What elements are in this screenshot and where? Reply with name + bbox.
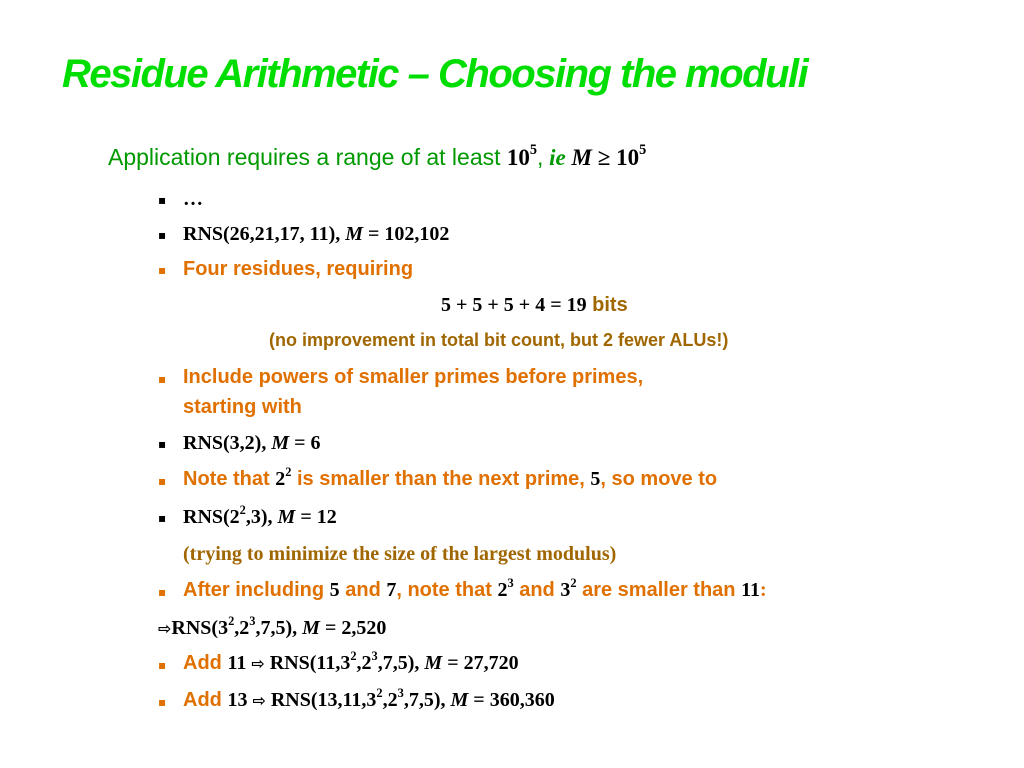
rns-line-4-a: RNS(3 xyxy=(171,617,229,639)
after-c: are smaller than xyxy=(576,579,742,601)
intro-exp1: 5 xyxy=(529,142,538,158)
add-13-e2: 3 xyxy=(397,686,404,700)
rns-line-4-b: ,2 xyxy=(234,617,250,639)
rns-line-2-text: RNS(3,2), xyxy=(183,432,267,454)
rns-line-3-a: RNS(2 xyxy=(183,506,240,528)
bullet-marker: ▪ xyxy=(158,658,167,672)
after-and1: and xyxy=(339,579,387,601)
trying-note: (trying to minimize the size of the largest modulus) xyxy=(183,543,617,565)
add-13-b: ,2 xyxy=(382,689,398,711)
intro-base1: 10 xyxy=(506,145,530,170)
slide-title: Residue Arithmetic – Choosing the moduli xyxy=(62,52,808,96)
rns-line-4-eq: = 2,520 xyxy=(319,617,387,639)
bullet-marker: ▪ xyxy=(158,263,167,277)
intro-base2: 10 xyxy=(616,145,640,170)
bullet-marker: ▪ xyxy=(158,372,167,386)
add-13-num: 13 xyxy=(227,689,248,711)
add-11-b: ,2 xyxy=(356,652,372,674)
bullet-marker: ▪ xyxy=(158,228,167,242)
note-exp: 2 xyxy=(285,465,292,479)
rns-line-4-m: M xyxy=(302,617,320,639)
intro-ie: ie xyxy=(549,145,566,170)
bullet-marker: ▪ xyxy=(158,511,167,525)
add-11-line xyxy=(183,649,519,674)
after-a: After including xyxy=(183,579,330,601)
rns-line-1-text: RNS(26,21,17, 11), xyxy=(183,223,341,245)
after-seven: 7 xyxy=(386,579,397,601)
rns-line-4-e2: 3 xyxy=(249,614,256,628)
add-13-c: ,7,5), xyxy=(403,689,446,711)
intro-line xyxy=(108,142,647,170)
add-11-e1: 2 xyxy=(350,649,357,663)
bullet-marker: ▪ xyxy=(158,695,167,709)
intro-m: M xyxy=(571,145,592,170)
note-a: Note that xyxy=(183,468,276,490)
add-11-m: M xyxy=(424,652,443,674)
add-11-label: Add xyxy=(183,652,228,674)
add-13-line xyxy=(183,686,555,711)
rns-line-2 xyxy=(183,433,321,453)
bits-expr: 5 + 5 + 5 + 4 = 19 xyxy=(441,294,587,316)
arrow-icon: ⇨ xyxy=(251,654,265,673)
bits-unit: bits xyxy=(586,294,628,316)
after-five: 5 xyxy=(329,579,340,601)
bits-line xyxy=(441,295,628,315)
four-residues-line: Four residues, requiring xyxy=(183,258,414,280)
rns-line-2-eq: = 6 xyxy=(289,432,321,454)
rns-line-3-eq: = 12 xyxy=(295,506,337,528)
rns-line-3-b: ,3), xyxy=(245,506,273,528)
rns-line-3 xyxy=(183,503,337,528)
after-exp2: 2 xyxy=(570,576,577,590)
no-improvement-note: (no improvement in total bit count, but 2 fewer ALUs!) xyxy=(269,330,729,350)
rns-line-1-eq: = 102,102 xyxy=(363,223,450,245)
intro-text: Application requires a range of at least xyxy=(108,144,507,170)
intro-geq: ≥ xyxy=(591,145,617,170)
add-13-a: RNS(13,11,3 xyxy=(270,689,377,711)
bullet-marker: ▪ xyxy=(158,437,167,451)
add-13-e1: 2 xyxy=(376,686,383,700)
intro-exp2: 5 xyxy=(639,142,647,158)
after-colon: : xyxy=(759,579,767,601)
rns-line-4-e1: 2 xyxy=(228,614,235,628)
after-two: 2 xyxy=(497,579,508,601)
add-13-m: M xyxy=(450,689,469,711)
add-11-eq: = 27,720 xyxy=(442,652,519,674)
add-13-eq: = 360,360 xyxy=(468,689,555,711)
include-line-1: Include powers of smaller primes before primes, xyxy=(183,366,644,388)
after-exp3: 3 xyxy=(507,576,514,590)
rns-line-2-m: M xyxy=(271,432,290,454)
after-three: 3 xyxy=(560,579,571,601)
ellipsis-line: … xyxy=(183,188,203,210)
note-c: , so move to xyxy=(600,468,718,490)
after-line xyxy=(183,576,767,601)
note-b: is smaller than the next prime, xyxy=(291,468,591,490)
add-11-a: RNS(11,3 xyxy=(269,652,351,674)
note-base: 2 xyxy=(275,468,286,490)
rns-line-3-m: M xyxy=(277,506,296,528)
rns-line-1-m: M xyxy=(345,223,364,245)
after-and2: and xyxy=(513,579,561,601)
rns-line-1 xyxy=(183,224,449,244)
add-11-num: 11 xyxy=(227,652,247,674)
after-b: , note that xyxy=(396,579,498,601)
intro-comma: , xyxy=(537,144,544,170)
bullet-marker: ▪ xyxy=(158,474,167,488)
arrow-icon: ⇨ xyxy=(158,619,172,638)
include-line-2: starting with xyxy=(183,396,302,418)
add-13-label: Add xyxy=(183,689,228,711)
bullet-marker: ▪ xyxy=(158,585,167,599)
note-five: 5 xyxy=(590,468,601,490)
note-line xyxy=(183,465,718,490)
add-11-e2: 3 xyxy=(371,649,378,663)
rns-line-4-c: ,7,5), xyxy=(255,617,298,639)
add-11-c: ,7,5), xyxy=(377,652,420,674)
bullet-marker: ▪ xyxy=(158,193,167,207)
after-eleven: 11 xyxy=(741,579,760,601)
rns-line-3-exp: 2 xyxy=(239,503,246,517)
rns-line-4 xyxy=(158,614,387,639)
arrow-icon: ⇨ xyxy=(252,691,266,710)
